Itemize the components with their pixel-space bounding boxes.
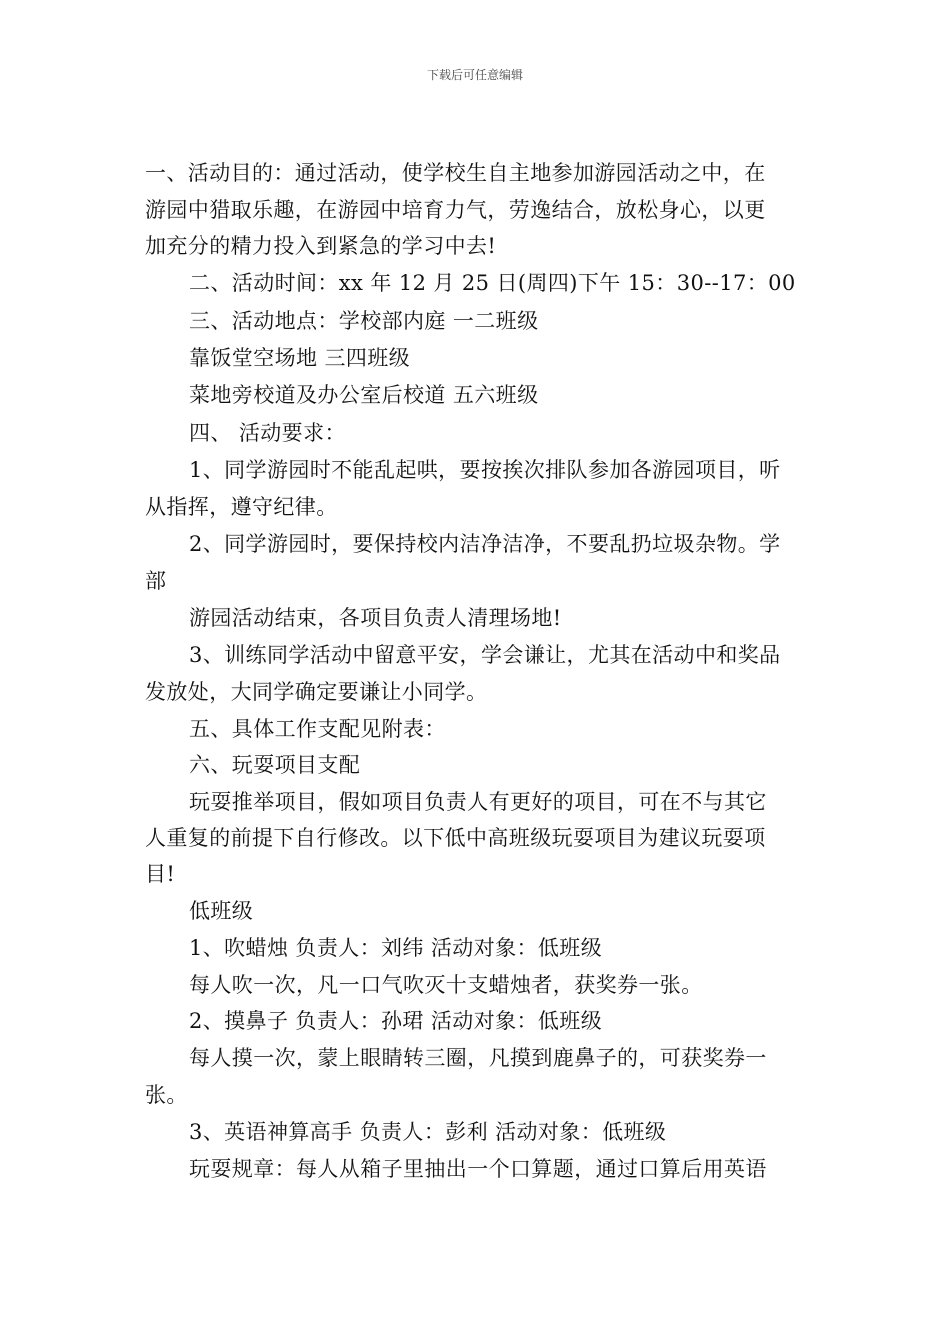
paragraph-line: 人重复的前提下自行修改。以下低中高班级玩耍项目为建议玩耍项 — [145, 826, 766, 850]
paragraph-line: 张。 — [145, 1083, 188, 1107]
paragraph-line: 四、 活动要求： — [189, 421, 346, 445]
page-header: 下载后可任意编辑 — [426, 68, 523, 82]
paragraph-line: 从指挥，遵守纪律。 — [145, 495, 338, 519]
paragraph-line: 每人摸一次，蒙上眼睛转三圈，凡摸到鹿鼻子的，可获奖券一 — [189, 1046, 767, 1070]
paragraph-line: 游园中猎取乐趣，在游园中培育力气，劳逸结合，放松身心，以更 — [145, 198, 766, 222]
paragraph-line: 三、活动地点：学校部内庭 一二班级 — [189, 309, 539, 333]
paragraph-line: 六、玩耍项目支配 — [189, 753, 361, 777]
paragraph-line: 1、同学游园时不能乱起哄，要按挨次排队参加各游园项目，听 — [189, 458, 781, 482]
paragraph-line: 加充分的精力投入到紧急的学习中去! — [145, 234, 497, 258]
paragraph-line: 每人吹一次，凡一口气吹灭十支蜡烛者，获奖券一张。 — [189, 973, 703, 997]
paragraph-line: 目! — [145, 862, 176, 886]
paragraph-line: 1、吹蜡烛 负责人：刘纬 活动对象：低班级 — [189, 936, 603, 960]
paragraph-line: 2、同学游园时，要保持校内洁净洁净，不要乱扔垃圾杂物。学 — [189, 532, 781, 556]
paragraph-line: 游园活动结束，各项目负责人清理场地! — [189, 606, 562, 630]
paragraph-line: 发放处，大同学确定要谦让小同学。 — [145, 680, 488, 704]
paragraph-line: 3、英语神算高手 负责人：彭利 活动对象：低班级 — [189, 1120, 667, 1144]
paragraph-line: 一、活动目的：通过活动，使学校生自主地参加游园活动之中，在 — [145, 161, 766, 185]
paragraph-line: 二、活动时间：xx 年 12 月 25 日(周四)下午 15：30--17：00 — [189, 271, 796, 295]
paragraph-line: 部 — [145, 569, 167, 593]
paragraph-line: 玩耍规章：每人从箱子里抽出一个口算题，通过口算后用英语 — [189, 1157, 767, 1181]
paragraph-line: 2、摸鼻子 负责人：孙珺 活动对象：低班级 — [189, 1009, 603, 1033]
paragraph-line: 菜地旁校道及办公室后校道 五六班级 — [189, 383, 539, 407]
paragraph-line: 靠饭堂空场地 三四班级 — [189, 346, 411, 370]
paragraph-line: 3、训练同学活动中留意平安，学会谦让，尤其在活动中和奖品 — [189, 643, 781, 667]
paragraph-line: 低班级 — [189, 899, 254, 923]
paragraph-line: 五、具体工作支配见附表： — [189, 717, 446, 741]
paragraph-line: 玩耍推举项目，假如项目负责人有更好的项目，可在不与其它 — [189, 790, 767, 814]
